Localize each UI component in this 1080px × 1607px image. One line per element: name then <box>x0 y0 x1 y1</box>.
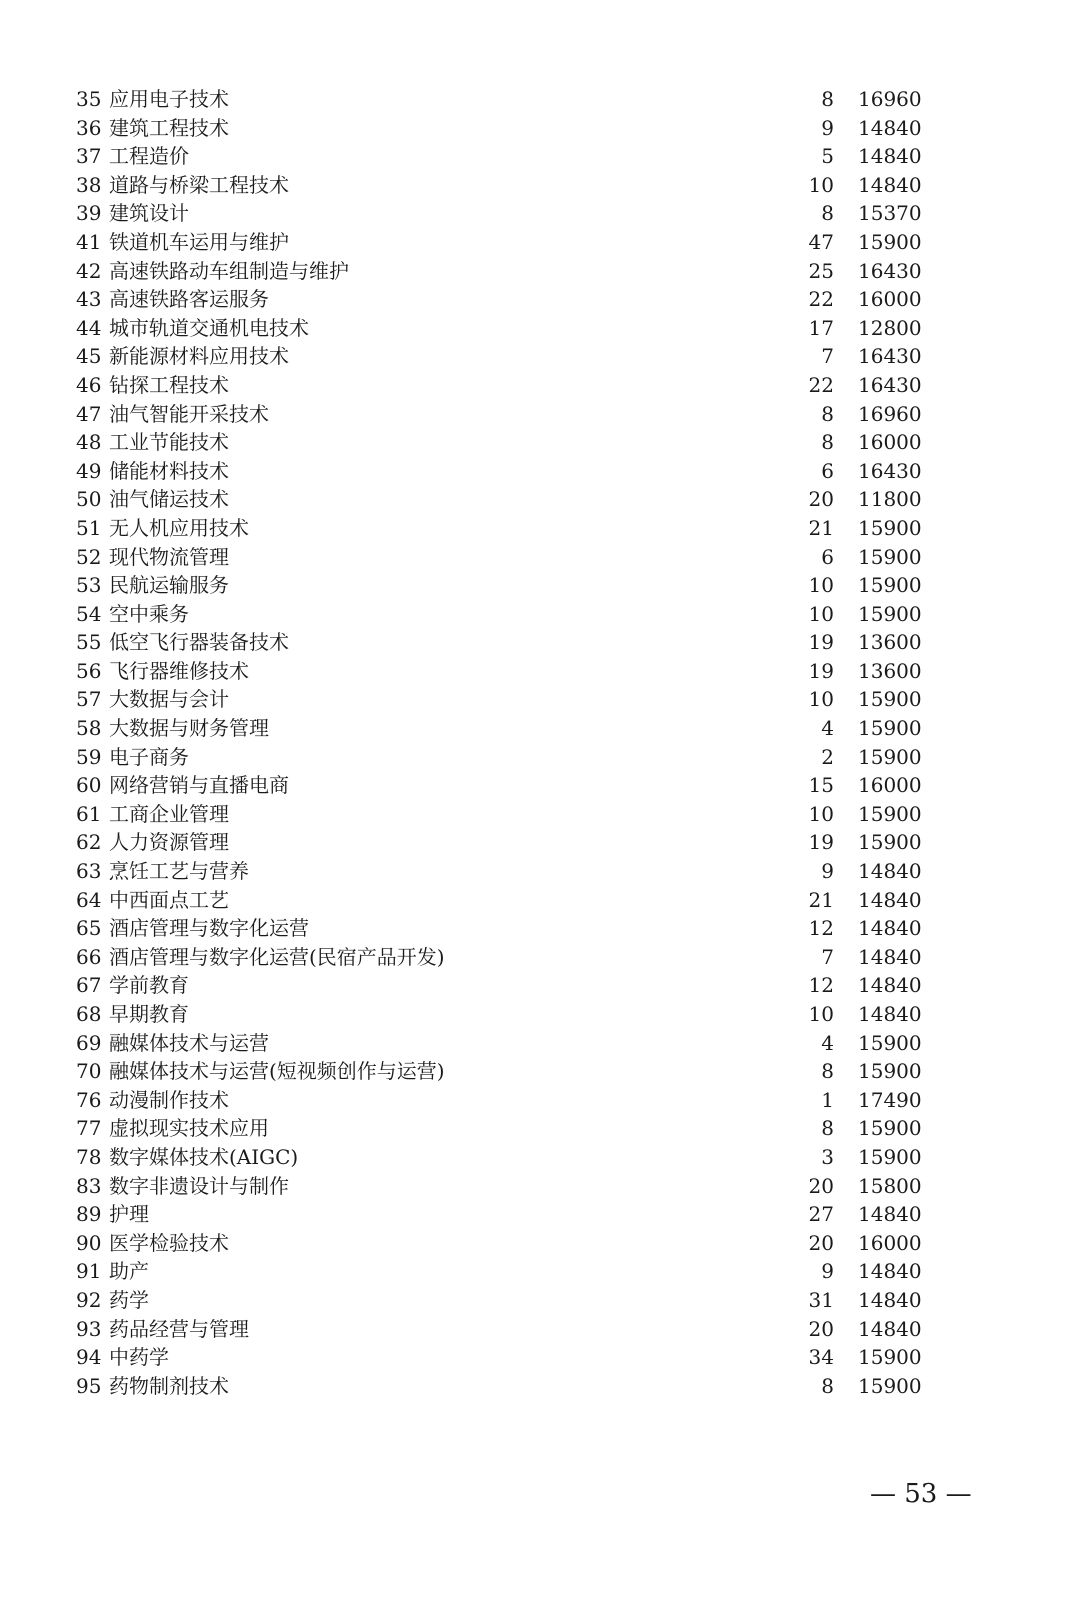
row-major-name: 油气智能开采技术 <box>109 401 269 426</box>
row-enrollment-count: 9 <box>821 859 834 884</box>
table-row <box>76 1086 936 1115</box>
table-row <box>76 1286 936 1315</box>
table-row <box>76 1343 936 1372</box>
row-tuition-fee: 16000 <box>858 1230 922 1255</box>
row-enrollment-count: 12 <box>808 973 834 998</box>
row-major-name: 药物制剂技术 <box>109 1373 229 1398</box>
row-tuition-fee: 13600 <box>858 658 922 683</box>
row-enrollment-count: 4 <box>821 716 834 741</box>
row-major-name: 高速铁路动车组制造与维护 <box>109 258 349 283</box>
row-enrollment-count: 5 <box>821 144 834 169</box>
row-tuition-fee: 15800 <box>858 1173 922 1198</box>
row-code: 65 <box>76 916 102 941</box>
row-tuition-fee: 16960 <box>858 87 922 111</box>
row-enrollment-count: 22 <box>808 372 834 397</box>
table-row <box>76 543 936 572</box>
row-tuition-fee: 14840 <box>858 115 922 140</box>
row-tuition-fee: 14840 <box>858 1287 922 1312</box>
row-tuition-fee: 15900 <box>858 1030 922 1055</box>
table-row <box>76 257 936 286</box>
table-row <box>76 514 936 543</box>
row-code: 55 <box>76 630 102 655</box>
table-row <box>76 285 936 314</box>
row-major-name: 城市轨道交通机电技术 <box>109 315 309 340</box>
row-code: 90 <box>76 1230 102 1255</box>
row-code: 92 <box>76 1287 102 1312</box>
row-enrollment-count: 47 <box>808 229 834 254</box>
row-tuition-fee: 15900 <box>858 229 922 254</box>
row-major-name: 道路与桥梁工程技术 <box>109 172 289 197</box>
row-tuition-fee: 14840 <box>858 944 922 969</box>
table-row <box>76 457 936 486</box>
row-major-name: 融媒体技术与运营 <box>109 1030 269 1055</box>
table-row <box>76 314 936 343</box>
row-tuition-fee: 16430 <box>858 344 922 369</box>
table-row <box>76 657 936 686</box>
row-code: 45 <box>76 344 102 369</box>
row-major-name: 大数据与财务管理 <box>109 716 269 741</box>
row-code: 56 <box>76 658 102 683</box>
row-major-name: 储能材料技术 <box>109 458 229 483</box>
row-major-name: 低空飞行器装备技术 <box>109 630 289 655</box>
row-enrollment-count: 4 <box>821 1030 834 1055</box>
row-enrollment-count: 7 <box>821 344 834 369</box>
row-tuition-fee: 15900 <box>858 1373 922 1398</box>
table-row <box>76 1143 936 1172</box>
row-enrollment-count: 19 <box>808 630 834 655</box>
row-tuition-fee: 15900 <box>858 1345 922 1370</box>
table-row <box>76 800 936 829</box>
row-code: 68 <box>76 1002 102 1026</box>
row-code: 36 <box>76 115 102 140</box>
row-code: 38 <box>76 172 102 197</box>
row-code: 37 <box>76 144 102 169</box>
table-row <box>76 1057 936 1086</box>
row-tuition-fee: 16000 <box>858 430 922 455</box>
row-tuition-fee: 15900 <box>858 1059 922 1084</box>
row-major-name: 医学检验技术 <box>109 1230 229 1255</box>
table-row <box>76 571 936 600</box>
table-row <box>76 971 936 1000</box>
row-tuition-fee: 14840 <box>858 1202 922 1227</box>
row-major-name: 学前教育 <box>109 973 189 998</box>
row-major-name: 工程造价 <box>109 144 189 169</box>
row-code: 49 <box>76 458 102 483</box>
row-code: 76 <box>76 1087 102 1112</box>
row-enrollment-count: 6 <box>821 544 834 569</box>
table-row <box>76 1372 936 1401</box>
row-tuition-fee: 16960 <box>858 401 922 426</box>
row-code: 41 <box>76 229 102 254</box>
row-major-name: 建筑设计 <box>109 201 189 226</box>
row-enrollment-count: 8 <box>821 1059 834 1084</box>
row-code: 93 <box>76 1316 102 1341</box>
table-row <box>76 1315 936 1344</box>
row-enrollment-count: 10 <box>808 687 834 712</box>
row-tuition-fee: 13600 <box>858 630 922 655</box>
table-row <box>76 199 936 228</box>
row-code: 64 <box>76 887 102 912</box>
row-enrollment-count: 12 <box>808 916 834 941</box>
table-row <box>76 1029 936 1058</box>
table-row <box>76 743 936 772</box>
row-tuition-fee: 16430 <box>858 258 922 283</box>
row-code: 66 <box>76 944 102 969</box>
row-code: 78 <box>76 1144 102 1169</box>
row-code: 95 <box>76 1373 102 1398</box>
row-tuition-fee: 12800 <box>858 315 922 340</box>
table-row <box>76 1257 936 1286</box>
row-code: 54 <box>76 601 102 626</box>
row-code: 42 <box>76 258 102 283</box>
row-enrollment-count: 1 <box>821 1087 834 1112</box>
row-tuition-fee: 15900 <box>858 515 922 540</box>
row-enrollment-count: 17 <box>808 315 834 340</box>
majors-table <box>76 85 936 1400</box>
row-code: 77 <box>76 1116 102 1141</box>
row-tuition-fee: 15370 <box>858 201 922 226</box>
row-major-name: 铁道机车运用与维护 <box>109 229 289 254</box>
row-enrollment-count: 20 <box>808 1316 834 1341</box>
row-major-name: 网络营销与直播电商 <box>109 773 289 798</box>
row-code: 61 <box>76 801 102 826</box>
row-major-name: 油气储运技术 <box>109 487 229 512</box>
row-enrollment-count: 22 <box>808 287 834 312</box>
table-row <box>76 485 936 514</box>
row-enrollment-count: 20 <box>808 1230 834 1255</box>
row-enrollment-count: 10 <box>808 1002 834 1026</box>
row-code: 44 <box>76 315 102 340</box>
row-code: 83 <box>76 1173 102 1198</box>
row-enrollment-count: 9 <box>821 115 834 140</box>
row-enrollment-count: 21 <box>808 515 834 540</box>
row-major-name: 中西面点工艺 <box>109 887 229 912</box>
table-row <box>76 428 936 457</box>
table-row <box>76 400 936 429</box>
table-row <box>76 342 936 371</box>
row-tuition-fee: 15900 <box>858 544 922 569</box>
row-code: 46 <box>76 372 102 397</box>
row-enrollment-count: 8 <box>821 430 834 455</box>
row-code: 59 <box>76 744 102 769</box>
row-tuition-fee: 16430 <box>858 372 922 397</box>
row-major-name: 新能源材料应用技术 <box>109 344 289 369</box>
row-enrollment-count: 6 <box>821 458 834 483</box>
row-major-name: 虚拟现实技术应用 <box>109 1116 269 1141</box>
row-major-name: 电子商务 <box>109 744 189 769</box>
row-code: 70 <box>76 1059 102 1084</box>
row-enrollment-count: 2 <box>821 744 834 769</box>
table-row <box>76 628 936 657</box>
row-major-name: 飞行器维修技术 <box>109 658 249 683</box>
table-row <box>76 857 936 886</box>
row-enrollment-count: 10 <box>808 573 834 598</box>
row-enrollment-count: 31 <box>808 1287 834 1312</box>
row-major-name: 数字媒体技术(AIGC) <box>109 1144 299 1169</box>
row-enrollment-count: 25 <box>808 258 834 283</box>
row-enrollment-count: 8 <box>821 401 834 426</box>
row-code: 39 <box>76 201 102 226</box>
row-code: 48 <box>76 430 102 455</box>
row-enrollment-count: 10 <box>808 601 834 626</box>
row-tuition-fee: 14840 <box>858 916 922 941</box>
row-code: 91 <box>76 1259 102 1284</box>
row-code: 67 <box>76 973 102 998</box>
row-code: 58 <box>76 716 102 741</box>
table-row <box>76 1114 936 1143</box>
row-tuition-fee: 17490 <box>858 1087 922 1112</box>
table-row <box>76 1000 936 1029</box>
row-tuition-fee: 16430 <box>858 458 922 483</box>
row-major-name: 护理 <box>109 1202 149 1227</box>
row-tuition-fee: 16000 <box>858 773 922 798</box>
row-major-name: 酒店管理与数字化运营 <box>109 916 309 941</box>
row-enrollment-count: 8 <box>821 201 834 226</box>
row-enrollment-count: 10 <box>808 801 834 826</box>
row-tuition-fee: 14840 <box>858 887 922 912</box>
row-major-name: 大数据与会计 <box>109 687 229 712</box>
row-code: 50 <box>76 487 102 512</box>
row-code: 94 <box>76 1345 102 1370</box>
row-enrollment-count: 34 <box>808 1345 834 1370</box>
row-enrollment-count: 8 <box>821 1373 834 1398</box>
row-code: 60 <box>76 773 102 798</box>
row-major-name: 工商企业管理 <box>109 801 229 826</box>
row-tuition-fee: 15900 <box>858 601 922 626</box>
row-major-name: 建筑工程技术 <box>109 115 229 140</box>
row-tuition-fee: 15900 <box>858 573 922 598</box>
row-enrollment-count: 8 <box>821 87 834 111</box>
row-code: 57 <box>76 687 102 712</box>
row-code: 89 <box>76 1202 102 1227</box>
table-row <box>76 914 936 943</box>
table-row <box>76 1200 936 1229</box>
row-code: 51 <box>76 515 102 540</box>
row-major-name: 钻探工程技术 <box>109 372 229 397</box>
row-tuition-fee: 15900 <box>858 1116 922 1141</box>
row-tuition-fee: 14840 <box>858 1002 922 1026</box>
row-major-name: 早期教育 <box>109 1002 189 1026</box>
table-row <box>76 600 936 629</box>
row-enrollment-count: 20 <box>808 487 834 512</box>
row-major-name: 助产 <box>109 1259 149 1284</box>
row-tuition-fee: 14840 <box>858 1316 922 1341</box>
row-major-name: 应用电子技术 <box>109 87 229 111</box>
table-row <box>76 85 936 114</box>
row-tuition-fee: 15900 <box>858 716 922 741</box>
row-code: 62 <box>76 830 102 855</box>
row-major-name: 工业节能技术 <box>109 430 229 455</box>
table-row <box>76 771 936 800</box>
row-enrollment-count: 27 <box>808 1202 834 1227</box>
row-tuition-fee: 14840 <box>858 859 922 884</box>
table-row <box>76 1172 936 1201</box>
row-code: 47 <box>76 401 102 426</box>
table-row <box>76 371 936 400</box>
row-tuition-fee: 16000 <box>858 287 922 312</box>
row-enrollment-count: 20 <box>808 1173 834 1198</box>
row-major-name: 中药学 <box>109 1345 169 1370</box>
row-code: 43 <box>76 287 102 312</box>
row-major-name: 空中乘务 <box>109 601 189 626</box>
row-major-name: 无人机应用技术 <box>109 515 249 540</box>
row-tuition-fee: 14840 <box>858 1259 922 1284</box>
row-code: 52 <box>76 544 102 569</box>
row-tuition-fee: 15900 <box>858 830 922 855</box>
row-major-name: 酒店管理与数字化运营(民宿产品开发) <box>109 944 445 969</box>
row-code: 53 <box>76 573 102 598</box>
row-tuition-fee: 14840 <box>858 172 922 197</box>
row-code: 63 <box>76 859 102 884</box>
row-tuition-fee: 15900 <box>858 801 922 826</box>
table-row <box>76 886 936 915</box>
page-number: — 53 — <box>870 1479 972 1509</box>
row-enrollment-count: 15 <box>808 773 834 798</box>
row-tuition-fee: 15900 <box>858 744 922 769</box>
row-major-name: 烹饪工艺与营养 <box>109 859 249 884</box>
row-code: 35 <box>76 87 102 111</box>
table-row <box>76 943 936 972</box>
row-enrollment-count: 21 <box>808 887 834 912</box>
table-row <box>76 828 936 857</box>
row-tuition-fee: 11800 <box>858 487 922 512</box>
table-row <box>76 1229 936 1258</box>
row-enrollment-count: 3 <box>821 1144 834 1169</box>
row-enrollment-count: 19 <box>808 658 834 683</box>
table-row <box>76 714 936 743</box>
table-row <box>76 228 936 257</box>
row-major-name: 高速铁路客运服务 <box>109 287 269 312</box>
row-major-name: 动漫制作技术 <box>109 1087 229 1112</box>
table-row <box>76 685 936 714</box>
row-major-name: 现代物流管理 <box>109 544 229 569</box>
row-major-name: 融媒体技术与运营(短视频创作与运营) <box>109 1059 445 1084</box>
row-code: 69 <box>76 1030 102 1055</box>
row-major-name: 药品经营与管理 <box>109 1316 249 1341</box>
row-major-name: 人力资源管理 <box>109 830 229 855</box>
row-tuition-fee: 14840 <box>858 973 922 998</box>
row-enrollment-count: 9 <box>821 1259 834 1284</box>
row-major-name: 民航运输服务 <box>109 573 229 598</box>
table-row <box>76 114 936 143</box>
row-tuition-fee: 15900 <box>858 687 922 712</box>
row-tuition-fee: 14840 <box>858 144 922 169</box>
row-enrollment-count: 19 <box>808 830 834 855</box>
row-enrollment-count: 10 <box>808 172 834 197</box>
table-row <box>76 171 936 200</box>
row-enrollment-count: 7 <box>821 944 834 969</box>
row-tuition-fee: 15900 <box>858 1144 922 1169</box>
row-major-name: 数字非遗设计与制作 <box>109 1173 289 1198</box>
row-enrollment-count: 8 <box>821 1116 834 1141</box>
row-major-name: 药学 <box>109 1287 149 1312</box>
table-row <box>76 142 936 171</box>
